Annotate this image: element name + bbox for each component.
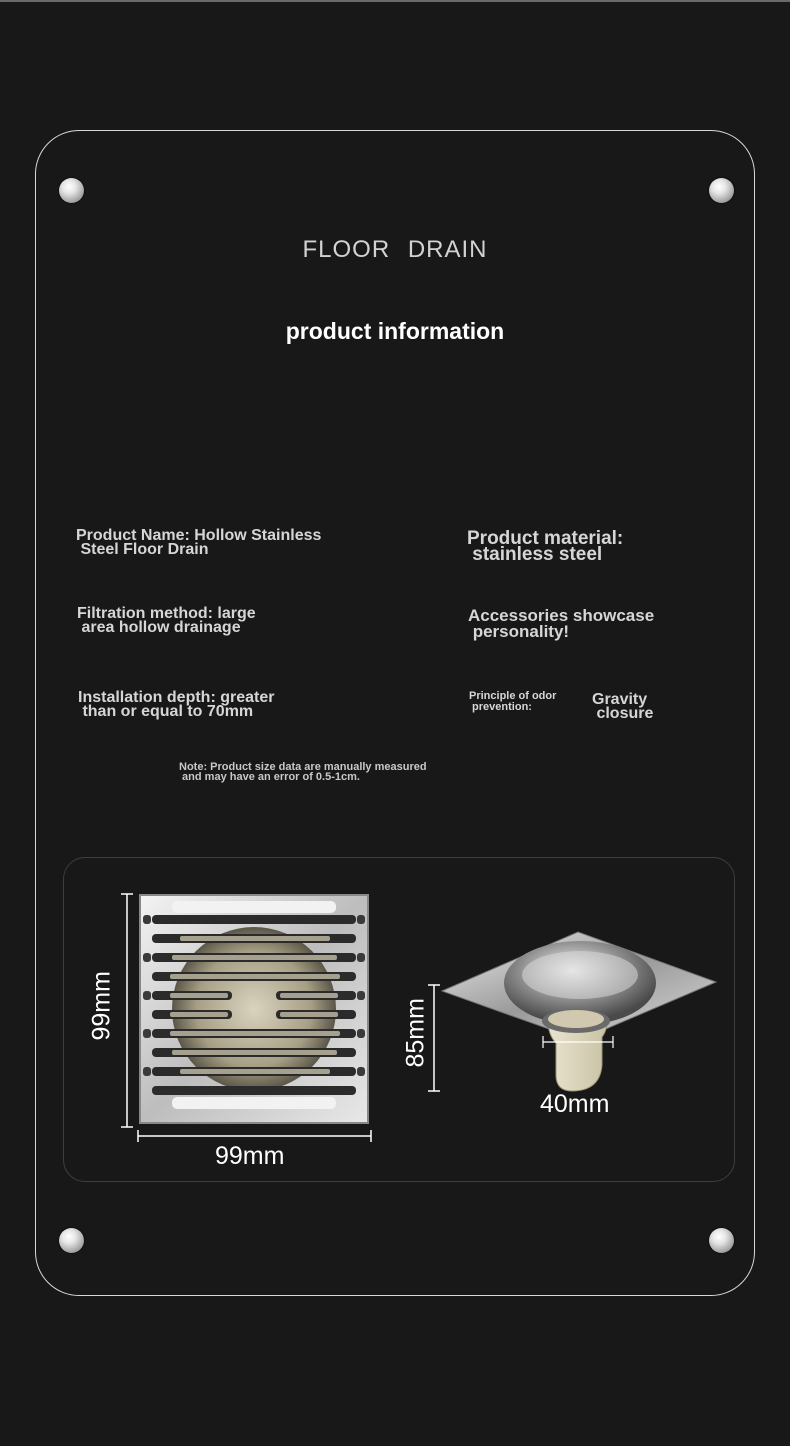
screw-icon [709, 1228, 734, 1253]
odor-prevention-value: Gravity closure [592, 691, 654, 722]
top-height-label: 99mm [87, 971, 116, 1041]
measurement-note: Note: Product size data are manually measured and may have an error of 0.5-1cm. [179, 761, 427, 783]
section-subtitle: product information [285, 318, 505, 344]
top-width-label: 99mm [215, 1142, 285, 1170]
screw-icon [59, 178, 84, 203]
accessories-text: Accessories showcase personality! [468, 606, 655, 641]
drain-top-view-image [120, 885, 380, 1145]
filtration-method-text: Filtration method: large area hollow drainage [77, 605, 256, 636]
product-name-text: Product Name: Hollow Stainless Steel Floor Drain [76, 527, 322, 558]
side-width-label: 40mm [540, 1090, 610, 1118]
screw-icon [709, 178, 734, 203]
side-height-label: 85mm [401, 998, 430, 1068]
screw-icon [59, 1228, 84, 1253]
odor-prevention-label: Principle of odor prevention: [469, 690, 557, 713]
top-divider [0, 0, 790, 2]
drain-side-view-image [420, 925, 730, 1100]
page-title: FLOOR DRAIN [302, 236, 488, 263]
product-material-text: Product material: stainless steel [467, 528, 624, 565]
installation-depth-text: Installation depth: greater than or equal to 70mm [78, 689, 275, 720]
